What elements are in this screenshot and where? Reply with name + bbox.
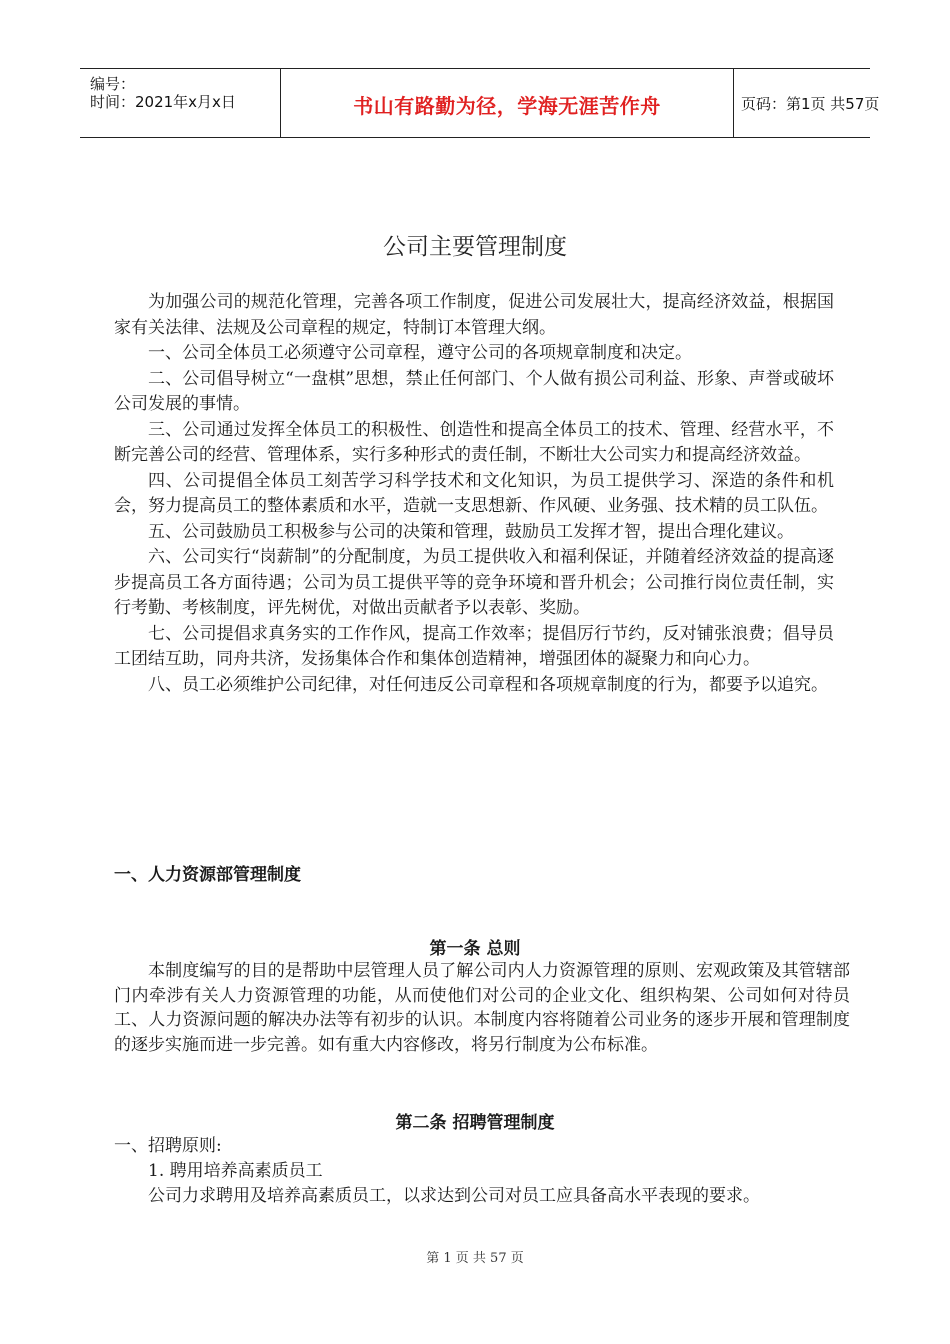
article-1-body [114,959,850,1057]
document-time-label: 时间：2021年x月x日 [90,93,236,111]
article-1-title: 第一条 总则 [429,939,521,959]
document-title: 公司主要管理制度 [383,234,567,260]
paragraph: 七、公司提倡求真务实的工作作风，提高工作效率；提倡厉行节约，反对铺张浪费；倡导员工团结互助，同舟共济，发扬集体合作和集体创造精神，增强团体的凝聚力和向心力。 [114,623,834,669]
article-2-title: 第二条 招聘管理制度 [395,1113,555,1133]
header-motto-cell [280,69,734,137]
intro-paragraphs [114,290,834,698]
paragraph: 三、公司通过发挥全体员工的积极性、创造性和提高全体员工的技术、管理、经营水平，不断完善公司的经营、管理体系，实行多种形式的责任制，不断壮大公司实力和提高经济效益。 [114,419,834,465]
recruitment-heading: 一、招聘原则: [114,1136,222,1156]
paragraph: 五、公司鼓励员工积极参与公司的决策和管理，鼓励员工发挥才智，提出合理化建议。 [148,521,794,542]
header-motto: 书山有路勤为径，学海无涯苦作舟 [353,94,661,118]
header-page-info: 页码：第1页 共57页 [741,95,880,113]
paragraph: 四、公司提倡全体员工刻苦学习科学技术和文化知识，为员工提供学习、深造的条件和机会，努力提高员工的整体素质和水平，造就一支思想新、作风硬、业务强、技术精的员工队伍。 [114,470,834,516]
page-header [80,68,880,138]
paragraph: 六、公司实行“岗薪制”的分配制度，为员工提供收入和福利保证，并随着经济效益的提高逐步提高员工各方面待遇；公司为员工提供平等的竞争环境和晋升机会；公司推行岗位责任制，实行考勤、考核制度，评先树优，对做出贡献者予以表彰、奖励。 [114,547,834,618]
paragraph: 本制度编写的目的是帮助中层管理人员了解公司内人力资源管理的原则、宏观政策及其管辖部门内牵涉有关人力资源管理的功能，从而使他们对公司的企业文化、组织构架、公司如何对待员工、人力资源问题的解决办法等有初步的认识。本制度内容将随着公司业务的逐步开展和管理制度的逐步实施而进一步完善。如有重大内容修改，将另行制度为公布标准。 [114,961,850,1055]
recruitment-item: 1. 聘用培养高素质员工 [148,1161,323,1181]
paragraph: 一、公司全体员工必须遵守公司章程，遵守公司的各项规章制度和决定。 [148,343,692,363]
document-number-label: 编号： [90,75,136,93]
recruitment-section [114,1134,850,1209]
recruitment-item-text: 公司力求聘用及培养高素质员工，以求达到公司对员工应具备高水平表现的要求。 [148,1186,760,1206]
section-heading: 一、人力资源部管理制度 [114,865,301,885]
paragraph: 八、员工必须维护公司纪律，对任何违反公司章程和各项规章制度的行为，都要予以追究。 [148,674,828,695]
header-right-cell [733,69,880,137]
paragraph: 二、公司倡导树立“一盘棋”思想，禁止任何部门、个人做有损公司利益、形象、声誉或破坏公司发展的事情。 [114,368,834,414]
header-left-cell [80,69,280,137]
page-footer: 第 1 页 共 57 页 [426,1251,524,1266]
paragraph: 为加强公司的规范化管理，完善各项工作制度，促进公司发展壮大，提高经济效益，根据国家有关法律、法规及公司章程的规定，特制订本管理大纲。 [114,292,834,338]
